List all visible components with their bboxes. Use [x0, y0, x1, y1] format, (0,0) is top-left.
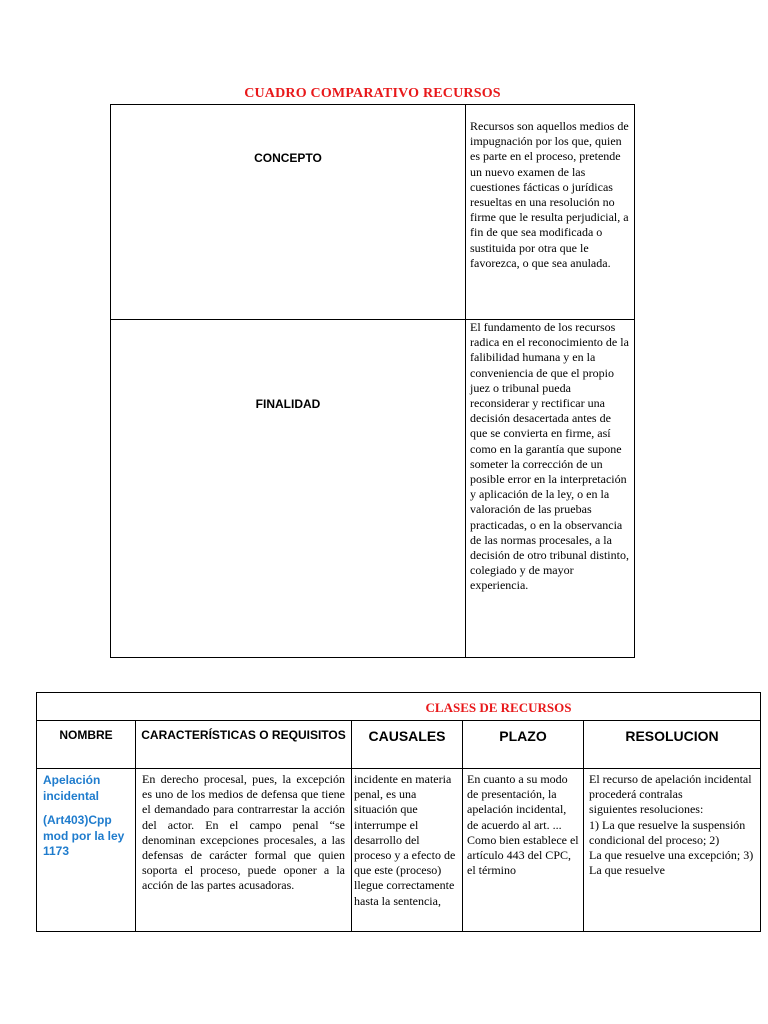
clases-recursos-title-row	[37, 693, 760, 721]
resolucion-line: siguientes resoluciones:	[589, 802, 704, 817]
header-divider	[37, 768, 760, 769]
column-nombre	[37, 721, 135, 931]
resolucion-line: La que resuelve	[589, 863, 665, 878]
cell-nombre	[37, 768, 135, 931]
row-label-concepto: CONCEPTO	[254, 151, 322, 165]
cell-causales: incidente en materia penal, es una situación que interrumpe el desarrollo del proceso y a efecto de que este (proceso) llegue correctamente hasta la sentencia,	[354, 772, 456, 908]
clases-recursos-title: CLASES DE RECURSOS	[425, 700, 572, 715]
cell-resolucion	[584, 768, 760, 931]
recurso-article: (Art403)Cpp mod por la ley 1173	[43, 813, 125, 858]
table-row-concepto	[111, 105, 634, 320]
resolucion-line: 1) La que resuelve la suspensión condicional del proceso; 2)	[589, 817, 746, 847]
row-label-finalidad: FINALIDAD	[255, 397, 321, 411]
column-resolucion	[583, 721, 760, 931]
column-causales	[351, 721, 462, 931]
row-text-concepto: Recursos son aquellos medios de impugnación por los que, quien es parte en el proceso, pretende un nuevo examen de las cuestiones fácticas o jurídicas resueltas en una resolución no firme que le resulta perjudicial, a fin de que sea modificada o sustituida por otra que le favorezca, o que sea anulada.	[465, 105, 634, 319]
header-causales: CAUSALES	[368, 728, 446, 744]
column-plazo	[462, 721, 583, 931]
column-caracteristicas	[135, 721, 351, 931]
resolucion-line: La que resuelve una excepción; 3)	[589, 848, 754, 863]
header-caracteristicas: CARACTERÍSTICAS O REQUISITOS	[141, 728, 346, 742]
resolucion-line: El recurso de apelación incidental procederá contralas	[589, 772, 752, 802]
comparative-table-title: CUADRO COMPARATIVO RECURSOS	[244, 86, 501, 101]
cell-caracteristicas: En derecho procesal, pues, la excepción es uno de los medios de defensa que tiene el demandado para contrarrestar la acción del actor. En el campo penal “se denominan excepciones procesales, a las defensas de carácter formal que quien soporta el proceso, puede oponer a la acción de las partes acusadoras.	[142, 772, 345, 893]
header-resolucion: RESOLUCION	[625, 728, 719, 744]
header-nombre: NOMBRE	[59, 728, 113, 742]
table-row-finalidad	[111, 319, 634, 657]
cell-plazo: En cuanto a su modo de presentación, la apelación incidental, de acuerdo al art. ... Como bien establece el artículo 443 del CPC, el término	[467, 772, 579, 878]
row-text-finalidad: El fundamento de los recursos radica en el reconocimiento de la falibilidad humana y en la conveniencia de que el propio juez o tribunal pueda reconsiderar y rectificar una decisión desacertada antes de que se convierta en firme, así como en la garantía que supone someter la corrección de un posible error en la interpretación y aplicación de la ley, o en la valoración de las pruebas practicadas, o en la observancia de las normas procesales, a la decisión de otro tribunal distinto, colegiado y de mayor experiencia.	[465, 319, 634, 657]
header-plazo: PLAZO	[499, 728, 547, 744]
recurso-name: Apelación incidental	[43, 773, 101, 803]
clases-recursos-table	[36, 692, 761, 932]
comparative-table	[110, 104, 635, 658]
